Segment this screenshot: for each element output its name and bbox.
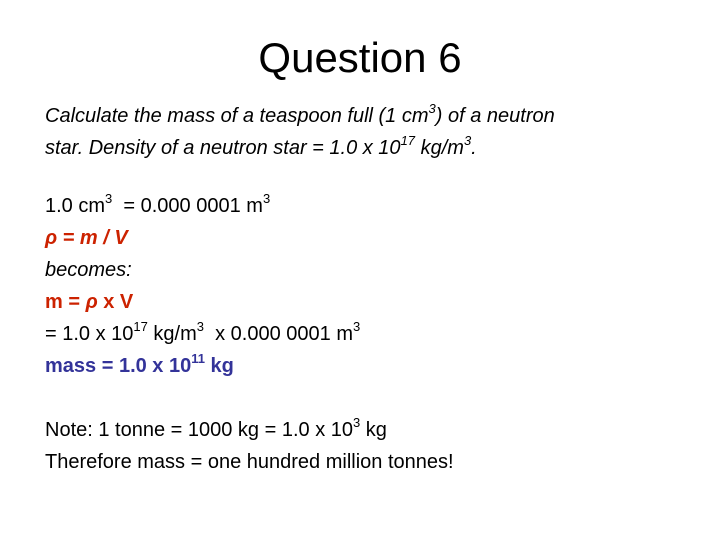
substitution-exponent-3: 3 — [353, 319, 361, 335]
unit-conversion-line — [45, 190, 705, 222]
question-line-2-part-b: kg/m — [415, 137, 464, 159]
note-line-1 — [45, 414, 705, 446]
substitution-part-a: = 1.0 x 10 — [45, 323, 134, 345]
answer-exponent: 11 — [191, 351, 205, 367]
slide-title: Question 6 — [258, 34, 462, 81]
note-line-1-exponent: 3 — [353, 415, 361, 431]
substitution-exponent-1: 17 — [133, 319, 148, 335]
question-line-2 — [45, 132, 705, 164]
rearranged-density-symbol: ρ — [85, 291, 98, 313]
conversion-part-a: 1.0 cm — [45, 195, 106, 217]
question-line-2-exponent-1: 17 — [400, 133, 416, 149]
rearranged-volume-term: x V — [97, 291, 134, 313]
substitution-part-b: kg/m — [147, 323, 197, 345]
question-line-2-exponent-2: 3 — [463, 133, 472, 149]
conversion-exponent-2: 3 — [262, 191, 271, 207]
answer-part-b: kg — [204, 355, 234, 377]
question-line-1 — [45, 100, 705, 132]
note-section — [45, 414, 705, 478]
note-line-1-part-b: kg — [360, 419, 387, 441]
question-line-2-part-c: . — [471, 137, 477, 159]
question-line-2-part-a: star. Density of a neutron star = 1.0 x 10 — [45, 137, 401, 159]
working-steps — [45, 190, 705, 382]
final-answer — [45, 350, 705, 382]
rearranged-mass-term: m = — [45, 291, 86, 313]
becomes-label: becomes: — [45, 259, 132, 281]
density-formula: ρ = m / V — [45, 227, 128, 249]
question-line-1-exponent: 3 — [428, 101, 436, 117]
conversion-part-b: = 0.000 0001 m — [112, 195, 263, 217]
question-line-1-part-b: ) of a neutron — [435, 105, 555, 127]
substitution-exponent-2: 3 — [196, 319, 205, 335]
question-text — [45, 100, 705, 164]
substitution-line — [45, 318, 705, 350]
question-line-1-part-a: Calculate the mass of a teaspoon full (1 cm — [45, 105, 429, 127]
conversion-exponent-1: 3 — [105, 191, 113, 207]
note-line-1-part-a: Note: 1 tonne = 1000 kg = 1.0 x 10 — [45, 419, 354, 441]
note-line-2: Therefore mass = one hundred million tonnes! — [45, 451, 454, 473]
rearranged-formula — [45, 286, 705, 318]
substitution-part-c: x 0.000 0001 m — [204, 323, 353, 345]
answer-part-a: mass = 1.0 x 10 — [45, 355, 192, 377]
